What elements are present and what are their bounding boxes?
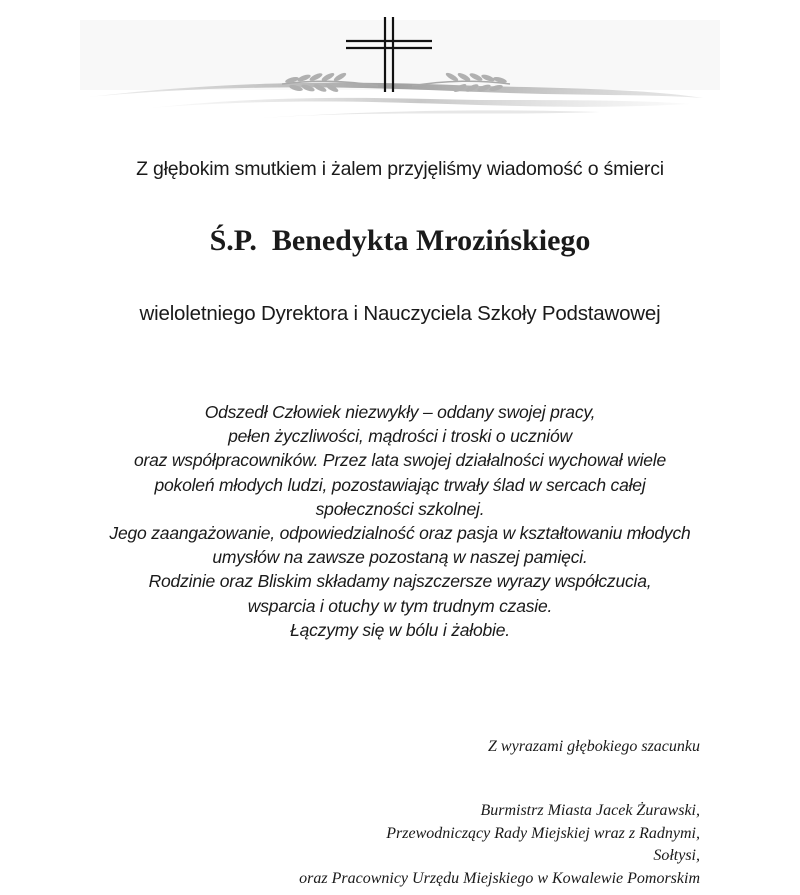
body-line: Łączymy się w bólu i żałobie.	[290, 619, 510, 640]
header-ornament-svg	[0, 0, 800, 130]
signer-line: Przewodniczący Rady Miejskiej wraz z Radnymi,	[386, 824, 700, 842]
deceased-role: wieloletniego Dyrektora i Nauczyciela Szkoły Podstawowej	[139, 302, 661, 325]
deceased-name: Ś.P. Benedykta Mrozińskiego	[209, 224, 591, 257]
body-line: wsparcia i otuchy w tym trudnym czasie.	[247, 595, 553, 616]
signers-block	[299, 800, 700, 890]
body-line: Odszedł Człowiek niezwykły – oddany swojej pracy,	[204, 402, 596, 422]
signer-line: Sołtysi,	[653, 847, 700, 864]
signer-line: Burmistrz Miasta Jacek Żurawski,	[480, 802, 700, 819]
body-line: oraz współpracowników. Przez lata swojej działalności wychował wiele	[133, 450, 667, 471]
body-line: pełen życzliwości, mądrości i troski o uczniów	[228, 426, 572, 447]
header-background-haze	[80, 20, 720, 90]
body-line: umysłów na zawsze pozostaną w naszej pamięci.	[212, 547, 588, 568]
signer-line: oraz Pracownicy Urzędu Miejskiego w Kowalewie Pomorskim	[299, 869, 700, 887]
closing-regards: Z wyrazami głębokiego szacunku	[488, 738, 700, 755]
header-ornament	[0, 0, 800, 130]
body-line: Jego zaangażowanie, odpowiedzialność oraz pasja w kształtowaniu młodych	[109, 523, 691, 544]
condolence-body	[0, 400, 800, 642]
body-line: społeczności szkolnej.	[315, 498, 485, 519]
intro-line: Z głębokim smutkiem i żalem przyjęliśmy wiadomość o śmierci	[136, 158, 664, 180]
body-line: Rodzinie oraz Bliskim składamy najszczersze wyrazy współczucia,	[148, 571, 652, 592]
body-line: pokoleń młodych ludzi, pozostawiając trwały ślad w sercach całej	[154, 474, 646, 495]
